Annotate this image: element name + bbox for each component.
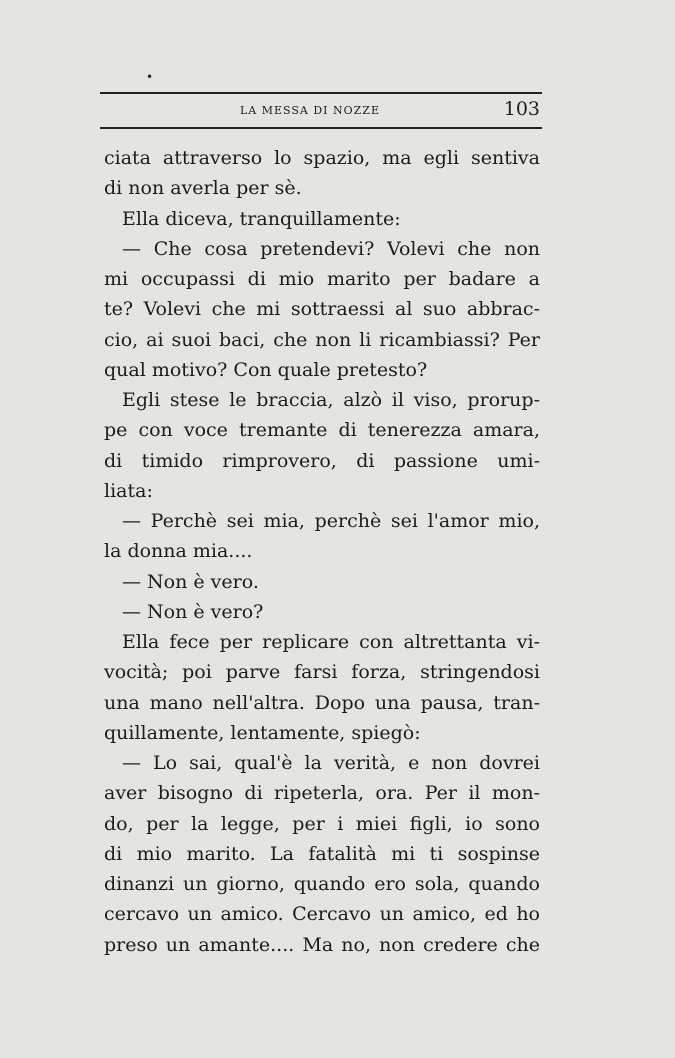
text-line: qual motivo? Con quale pretesto? bbox=[104, 358, 428, 381]
text-line: cercavo un amico. Cercavo un amico, ed ho bbox=[104, 903, 540, 926]
text-line: Ella diceva, tranquillamente: bbox=[122, 207, 401, 230]
text-line: vocità; poi parve farsi forza, stringendosi bbox=[104, 661, 540, 684]
page-header bbox=[100, 98, 542, 122]
text-line: ciata attraverso lo spazio, ma egli sentiva bbox=[104, 147, 540, 169]
text-line: te? Volevi che mi sottraessi al suo abbrac- bbox=[104, 298, 540, 321]
ink-speck: • bbox=[146, 70, 154, 84]
text-line: do, per la legge, per i miei figli, io sono bbox=[104, 812, 540, 835]
text-line: — Lo sai, qual'è la verità, e non dovrei bbox=[122, 752, 540, 774]
body-text bbox=[104, 143, 540, 960]
text-line: di mio marito. La fatalità mi ti sospinse bbox=[104, 842, 540, 865]
text-line: — Perchè sei mia, perchè sei l'amor mio, bbox=[122, 510, 540, 532]
text-line: aver bisogno di ripeterla, ora. Per il mon- bbox=[104, 782, 540, 805]
text-line: cio, ai suoi baci, che non li ricambiassi? Per bbox=[104, 328, 540, 351]
text-line: — Che cosa pretendevi? Volevi che non bbox=[122, 237, 540, 260]
text-line: pe con voce tremante di tenerezza amara, bbox=[104, 419, 540, 442]
text-line: di timido rimprovero, di passione umi- bbox=[104, 449, 540, 472]
text-line: Egli stese le braccia, alzò il viso, prorup- bbox=[122, 389, 540, 411]
text-line: liata: bbox=[104, 479, 153, 502]
text-line: mi occupassi di mio marito per badare a bbox=[104, 268, 540, 290]
text-line: — Non è vero. bbox=[122, 570, 259, 593]
text-line: dinanzi un giorno, quando ero sola, quando bbox=[104, 873, 540, 895]
text-line: — Non è vero? bbox=[122, 600, 264, 623]
text-line: la donna mia.... bbox=[104, 540, 253, 563]
header-rule-top bbox=[100, 92, 542, 94]
running-title: LA MESSA DI NOZZE bbox=[240, 104, 380, 117]
text-line: Ella fece per replicare con altrettanta vi- bbox=[122, 631, 540, 653]
header-rule-bottom bbox=[100, 127, 542, 129]
page-number: 103 bbox=[503, 98, 540, 120]
text-line: di non averla per sè. bbox=[104, 177, 302, 200]
text-line: preso un amante.... Ma no, non credere che bbox=[104, 933, 540, 956]
text-line: una mano nell'altra. Dopo una pausa, tran- bbox=[104, 691, 540, 714]
text-line: quillamente, lentamente, spiegò: bbox=[104, 721, 421, 744]
